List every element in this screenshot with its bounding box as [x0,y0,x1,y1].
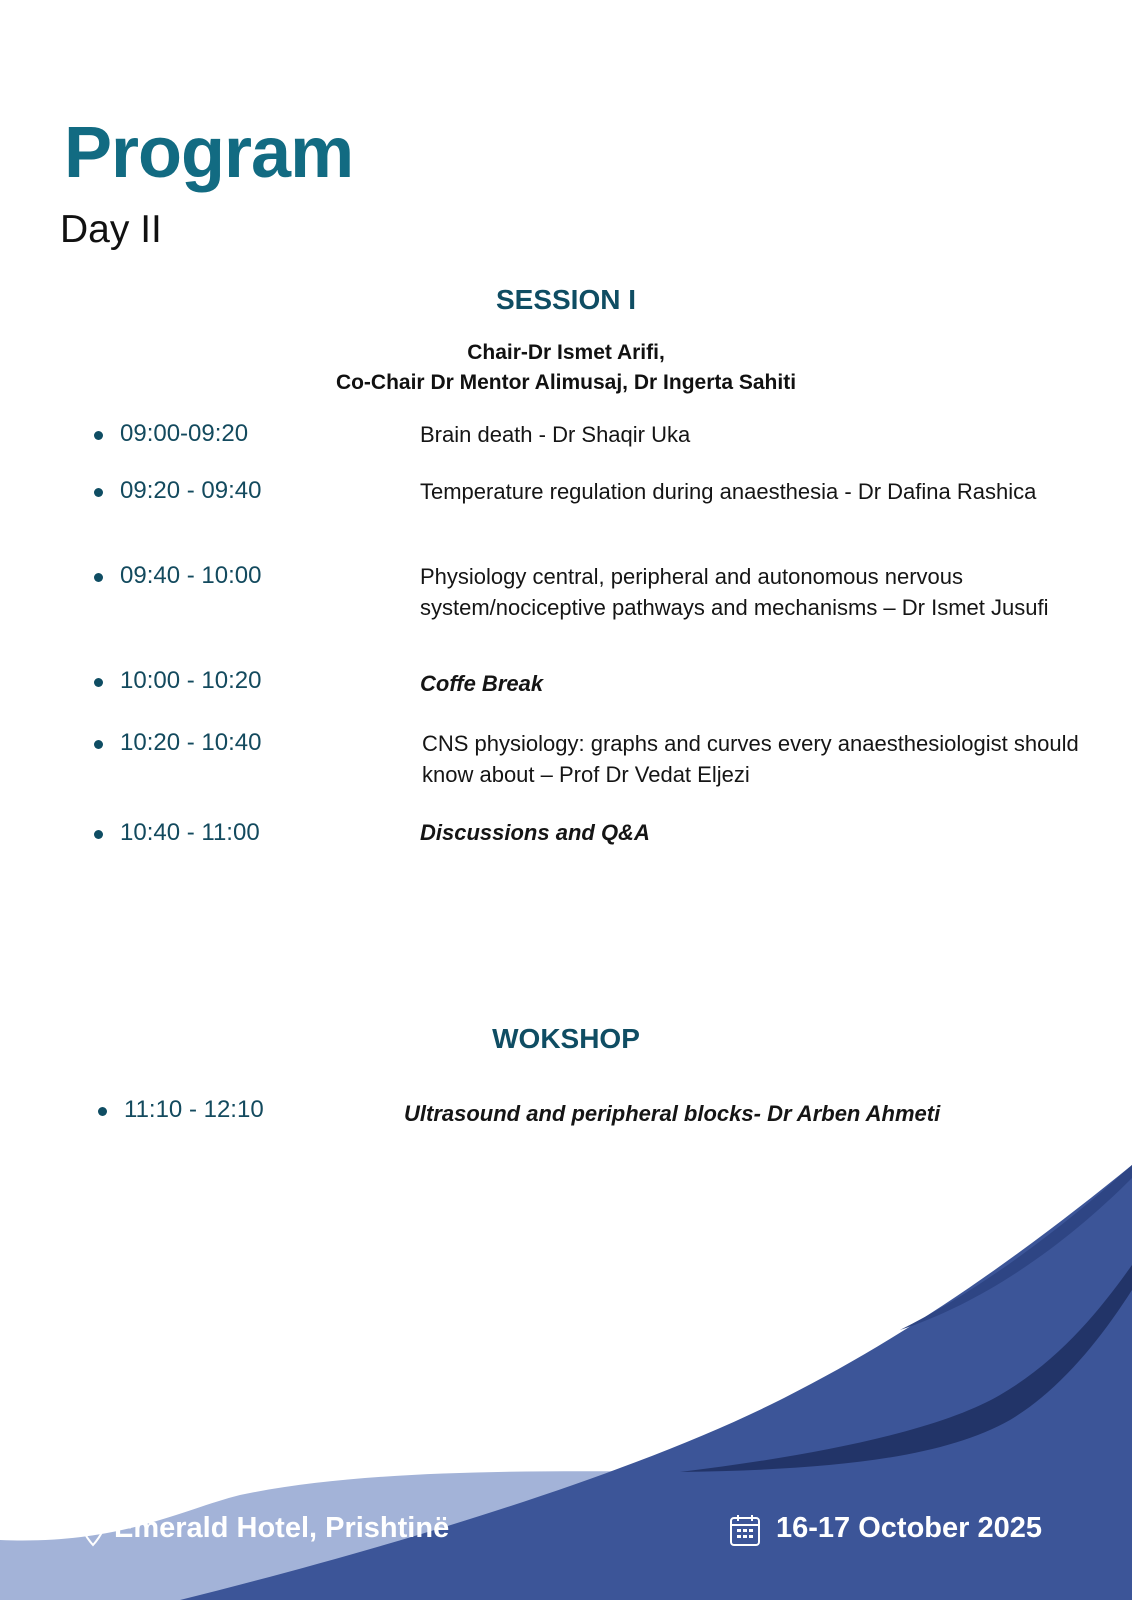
session-chair: Chair-Dr Ismet Arifi, [467,341,665,364]
schedule-time: 09:00-09:20 [120,420,249,447]
schedule-description: CNS physiology: graphs and curves every anaesthesiologist should know about – Prof Dr Vedat Eljezi [422,731,1079,787]
bullet-icon [94,678,103,687]
schedule-description: Brain death - Dr Shaqir Uka [420,422,691,447]
footer-dates: 16-17 October 2025 [776,1512,1042,1544]
page-subtitle: Day II [60,208,162,251]
schedule-description: Ultrasound and peripheral blocks- Dr Arben Ahmeti [404,1101,941,1126]
schedule-description: Physiology central, peripheral and autonomous nervous system/nociceptive pathways and mechanisms – Dr Ismet Jusufi [420,564,1049,620]
bullet-icon [94,830,103,839]
schedule-time: 09:20 - 09:40 [120,477,262,504]
session-title: SESSION I [495,284,637,315]
bullet-icon [94,740,103,749]
bullet-icon [94,573,103,582]
schedule-time: 10:00 - 10:20 [120,667,262,694]
bullet-icon [94,431,103,440]
workshop-title: WOKSHOP [492,1023,640,1054]
schedule-time: 09:40 - 10:00 [120,562,262,589]
schedule-description: Coffe Break [420,671,544,696]
schedule-time: 11:10 - 12:10 [124,1096,264,1123]
bullet-icon [94,488,103,497]
map-pin-icon [80,1512,106,1548]
schedule-description: Discussions and Q&A [420,820,650,845]
schedule-time: 10:20 - 10:40 [120,729,262,756]
schedule-time: 10:40 - 11:00 [120,819,260,846]
session-co-chair: Co-Chair Dr Mentor Alimusaj, Dr Ingerta Sahiti [335,371,797,394]
page-title: Program [64,113,354,193]
footer-location: Emerald Hotel, Prishtinë [114,1512,450,1544]
calendar-icon [729,1513,761,1547]
schedule-description: Temperature regulation during anaesthesia - Dr Dafina Rashica [420,479,1037,504]
bullet-icon [98,1107,107,1116]
